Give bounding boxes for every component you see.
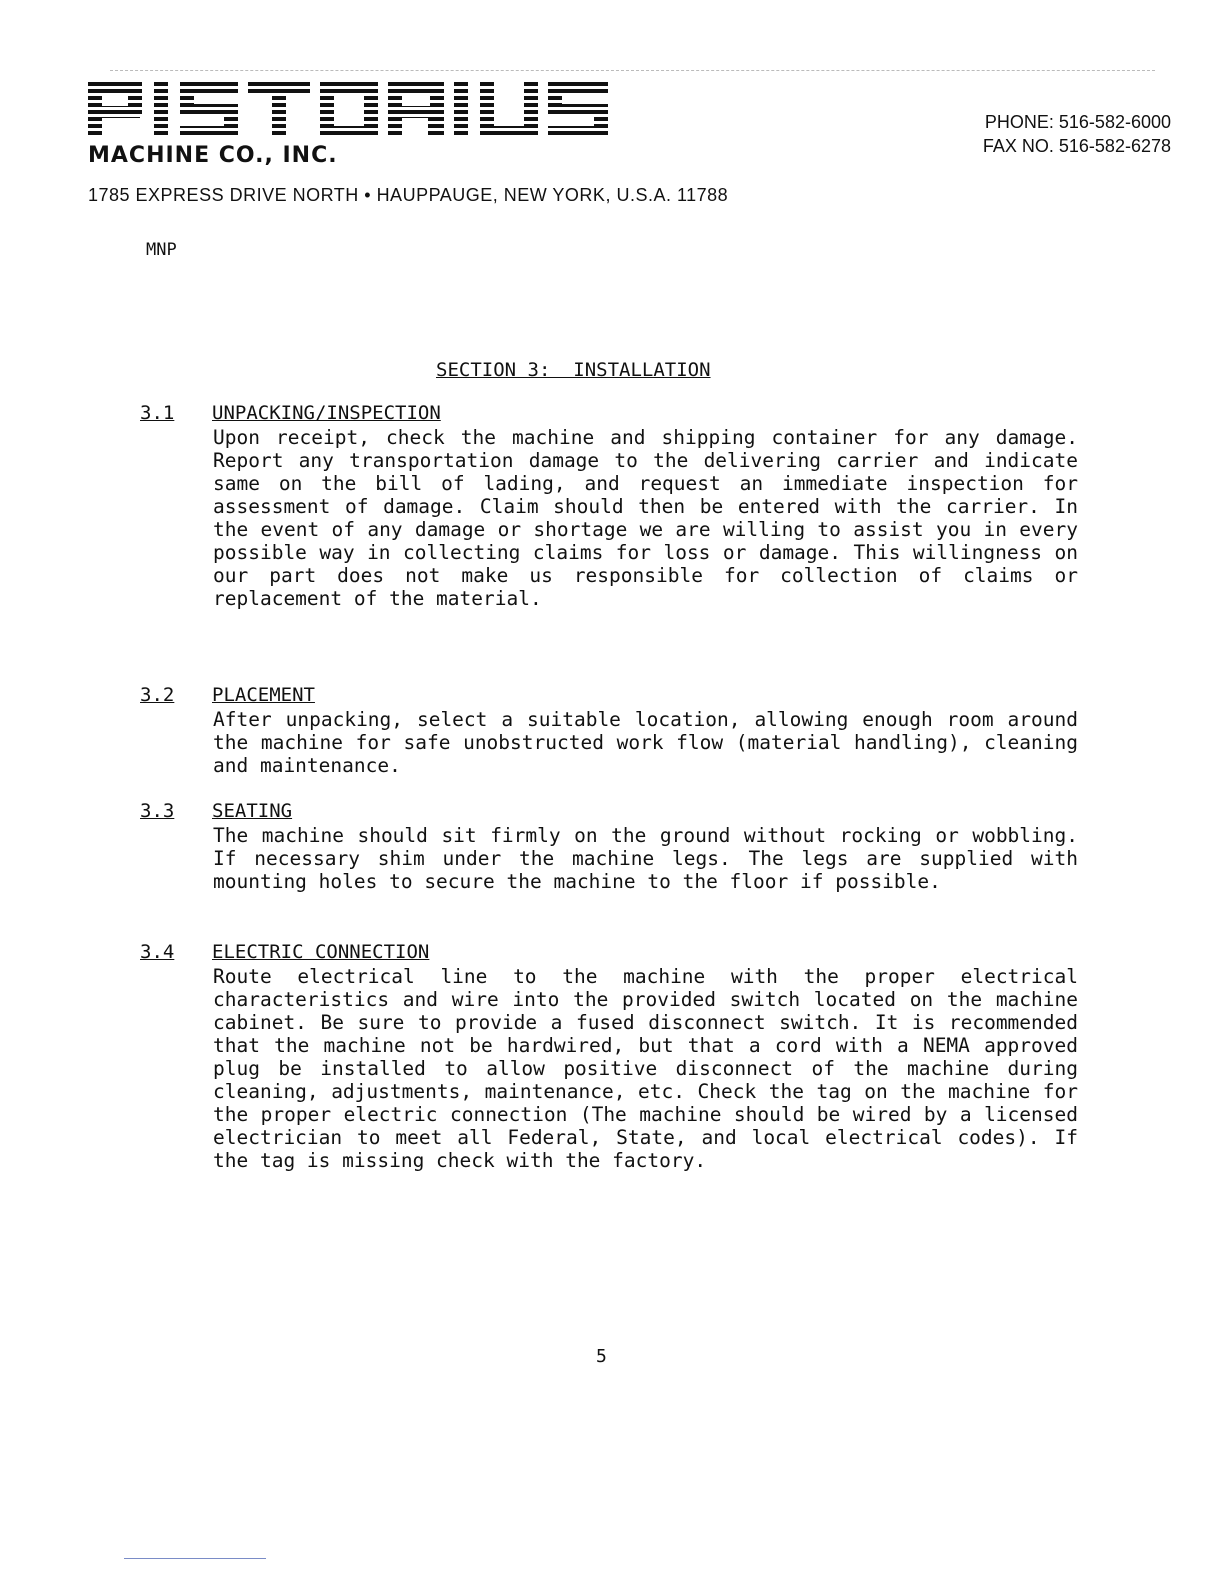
item-body: After unpacking, select a suitable location, allowing enough room around the machine for safe unobstructed work flow (material handling), cleaning and maintenance. [213, 708, 1078, 777]
item-title: ELECTRIC CONNECTION [212, 941, 430, 963]
company-logo [88, 82, 608, 138]
author-initials: MNP [146, 240, 177, 260]
fax-number: FAX NO. 516-582-6278 [982, 136, 1171, 156]
footer-rule [124, 1558, 266, 1559]
section-item-electric-connection [140, 941, 1085, 1172]
section-title: SECTION 3: INSTALLATION [436, 359, 711, 381]
item-heading [140, 800, 1085, 824]
item-number: 3.2 [140, 684, 175, 706]
item-heading [140, 402, 1085, 426]
company-name: MACHINE CO., INC. [88, 143, 338, 168]
item-title: UNPACKING/INSPECTION [212, 402, 441, 424]
item-heading [140, 941, 1085, 965]
item-number: 3.1 [140, 402, 175, 424]
phone-number: PHONE: 516-582-6000 [984, 112, 1171, 132]
item-title: PLACEMENT [212, 684, 315, 706]
section-item-seating [140, 800, 1085, 893]
item-number: 3.4 [140, 941, 175, 963]
section-item-unpacking [140, 402, 1085, 610]
section-item-placement [140, 684, 1085, 777]
company-address: 1785 EXPRESS DRIVE NORTH • HAUPPAUGE, NEW YORK, U.S.A. 11788 [88, 185, 729, 205]
top-rule [110, 70, 1155, 71]
page-number: 5 [596, 1346, 607, 1367]
item-title: SEATING [212, 800, 293, 822]
item-number: 3.3 [140, 800, 175, 822]
item-body: The machine should sit firmly on the ground without rocking or wobbling. If necessary shim under the machine legs. The legs are supplied with mounting holes to secure the machine to the floor if possible. [213, 824, 1078, 893]
item-body: Upon receipt, check the machine and shipping container for any damage. Report any transportation damage to the delivering carrier and indicate same on the bill of lading, and request an immediate inspection for assessment of damage. Claim should then be entered with the carrier. In the event of any damage or shortage we are willing to assist you in every possible way in collecting claims for loss or damage. This willingness on our part does not make us responsible for collection of claims or replacement of the material. [213, 426, 1078, 610]
item-heading [140, 684, 1085, 708]
item-body: Route electrical line to the machine with the proper electrical characteristics and wire into the provided switch located on the machine cabinet. Be sure to provide a fused disconnect switch. It is recommended that the machine not be hardwired, but that a cord with a NEMA approved plug be installed to allow positive disconnect of the machine during cleaning, adjustments, maintenance, etc. Check the tag on the machine for the proper electric connection (The machine should be wired by a licensed electrician to meet all Federal, State, and local electrical codes). If the tag is missing check with the factory. [213, 965, 1078, 1172]
